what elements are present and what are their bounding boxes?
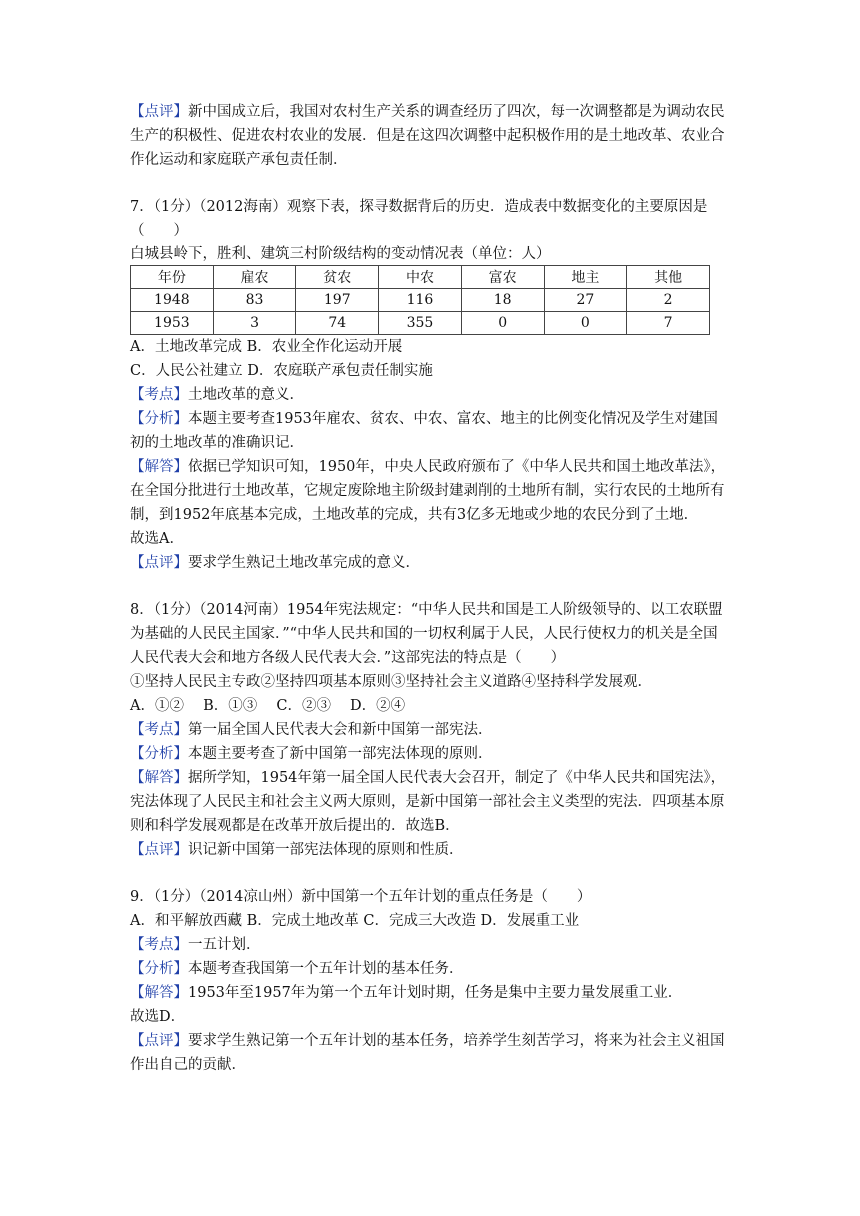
table-cell: 116 — [379, 289, 462, 312]
q9-options: A．和平解放西藏 B．完成土地改革 C．完成三大改造 D．发展重工业 — [130, 913, 580, 929]
table-row — [131, 289, 710, 312]
fenxi-text: 本题考查我国第一个五年计划的基本任务． — [188, 961, 464, 977]
table-cell: 18 — [461, 289, 544, 312]
table-cell: 197 — [296, 289, 379, 312]
table-row — [131, 312, 710, 335]
table-cell: 1953 — [131, 312, 214, 335]
q9-stem: 9．（1分）（2014凉山州）新中国第一个五年计划的重点任务是（ ） — [130, 889, 592, 905]
q9-jieda — [130, 981, 730, 1005]
q7-fenxi — [130, 407, 730, 455]
table-header-cell: 贫农 — [296, 266, 379, 289]
table-cell: 2 — [627, 289, 710, 312]
dianping-tag: 【点评】 — [130, 842, 188, 858]
kaodian-text: 第一届全国人民代表大会和新中国第一部宪法． — [188, 722, 493, 738]
q8-options: A．①② B．①③ C．②③ D．②④ — [130, 698, 406, 714]
q9-dianping — [130, 1029, 730, 1077]
q9-answer: 故选D． — [130, 1009, 186, 1025]
table-header-row — [131, 266, 710, 289]
table-cell: 3 — [213, 312, 296, 335]
kaodian-text: 土地改革的意义． — [188, 387, 304, 403]
q9-fenxi — [130, 957, 730, 981]
q9-kaodian — [130, 933, 730, 957]
fenxi-tag: 【分析】 — [130, 411, 188, 427]
jieda-tag: 【解答】 — [130, 985, 188, 1001]
q7-table-caption: 白城县岭下，胜利、建筑三村阶级结构的变动情况表（单位：人） — [130, 246, 551, 262]
jieda-tag: 【解答】 — [130, 459, 188, 475]
kaodian-text: 一五计划． — [188, 937, 261, 953]
table-cell: 0 — [461, 312, 544, 335]
table-header-cell: 雇农 — [213, 266, 296, 289]
kaodian-tag: 【考点】 — [130, 722, 188, 738]
table-header-cell: 地主 — [544, 266, 627, 289]
jieda-tag: 【解答】 — [130, 770, 188, 786]
comment-text: 新中国成立后，我国对农村生产关系的调查经历了四次，每一次调整都是为调动农民生产的积极性、促进农村农业的发展．但是在这四次调整中起积极作用的是土地改革、农业合作化运动和家庭联产承包责任制． — [130, 104, 725, 168]
jieda-text: 1953年至1957年为第一个五年计划时期，任务是集中主要力量发展重工业． — [188, 985, 683, 1001]
q7-kaodian — [130, 383, 730, 407]
table-header-cell: 其他 — [627, 266, 710, 289]
fenxi-tag: 【分析】 — [130, 746, 188, 762]
q7-dianping — [130, 551, 730, 575]
table-header-cell: 中农 — [379, 266, 462, 289]
table-cell: 355 — [379, 312, 462, 335]
kaodian-tag: 【考点】 — [130, 937, 188, 953]
jieda-text: 据所学知，1954年第一届全国人民代表大会召开，制定了《中华人民共和国宪法》，宪法体现了人民民主和社会主义两大原则，是新中国第一部社会主义类型的宪法．四项基本原则和科学发展观都是在改革开放后提出的．故选B． — [130, 770, 726, 834]
jieda-text: 依据已学知识可知，1950年，中央人民政府颁布了《中华人民共和国土地改革法》，在全国分批进行土地改革，它规定废除地主阶级封建剥削的土地所有制，实行农民的土地所有制，到1952年底基本完成，土地改革的完成，共有3亿多无地或少地的农民分到了土地． — [130, 459, 726, 523]
q7-data-table — [130, 265, 710, 335]
q7-options-line2: C．人民公社建立 D．农庭联产承包责任制实施 — [130, 363, 433, 379]
table-header-cell: 富农 — [461, 266, 544, 289]
table-cell: 1948 — [131, 289, 214, 312]
fenxi-text: 本题主要考查了新中国第一部宪法体现的原则． — [188, 746, 493, 762]
q7-answer: 故选A． — [130, 531, 184, 547]
table-cell: 83 — [213, 289, 296, 312]
q8-jieda — [130, 766, 730, 838]
table-header-cell: 年份 — [131, 266, 214, 289]
table-cell: 0 — [544, 312, 627, 335]
q7-stem: 7．（1分）（2012海南）观察下表，探寻数据背后的历史．造成表中数据变化的主要原因是（ ） — [130, 199, 708, 239]
table-cell: 74 — [296, 312, 379, 335]
q8-fenxi — [130, 742, 730, 766]
q6-comment — [130, 100, 730, 172]
table-cell: 7 — [627, 312, 710, 335]
q7-jieda — [130, 455, 730, 527]
dianping-tag: 【点评】 — [130, 555, 188, 571]
dianping-text: 要求学生熟记土地改革完成的意义． — [188, 555, 420, 571]
q8-items: ①坚持人民民主专政②坚持四项基本原则③坚持社会主义道路④坚持科学发展观． — [130, 674, 652, 690]
dianping-text: 识记新中国第一部宪法体现的原则和性质． — [188, 842, 464, 858]
dianping-text: 要求学生熟记第一个五年计划的基本任务，培养学生刻苦学习，将来为社会主义祖国作出自己的贡献． — [130, 1033, 725, 1073]
comment-tag: 【点评】 — [130, 104, 188, 120]
table-cell: 27 — [544, 289, 627, 312]
document-page — [130, 100, 730, 1077]
fenxi-tag: 【分析】 — [130, 961, 188, 977]
q8-dianping — [130, 838, 730, 862]
fenxi-text: 本题主要考查1953年雇农、贫农、中农、富农、地主的比例变化情况及学生对建国初的土地改革的准确识记． — [130, 411, 718, 451]
dianping-tag: 【点评】 — [130, 1033, 188, 1049]
q8-stem: 8．（1分）（2014河南）1954年宪法规定：“中华人民共和国是工人阶级领导的、以工农联盟为基础的人民民主国家．”“中华人民共和国的一切权利属于人民，人民行使权力的机关是全国人民代表大会和地方各级人民代表大会．”这部宪法的特点是（ ） — [130, 602, 723, 666]
kaodian-tag: 【考点】 — [130, 387, 188, 403]
q7-options-line1: A．土地改革完成 B．农业全作化运动开展 — [130, 339, 403, 355]
q8-kaodian — [130, 718, 730, 742]
